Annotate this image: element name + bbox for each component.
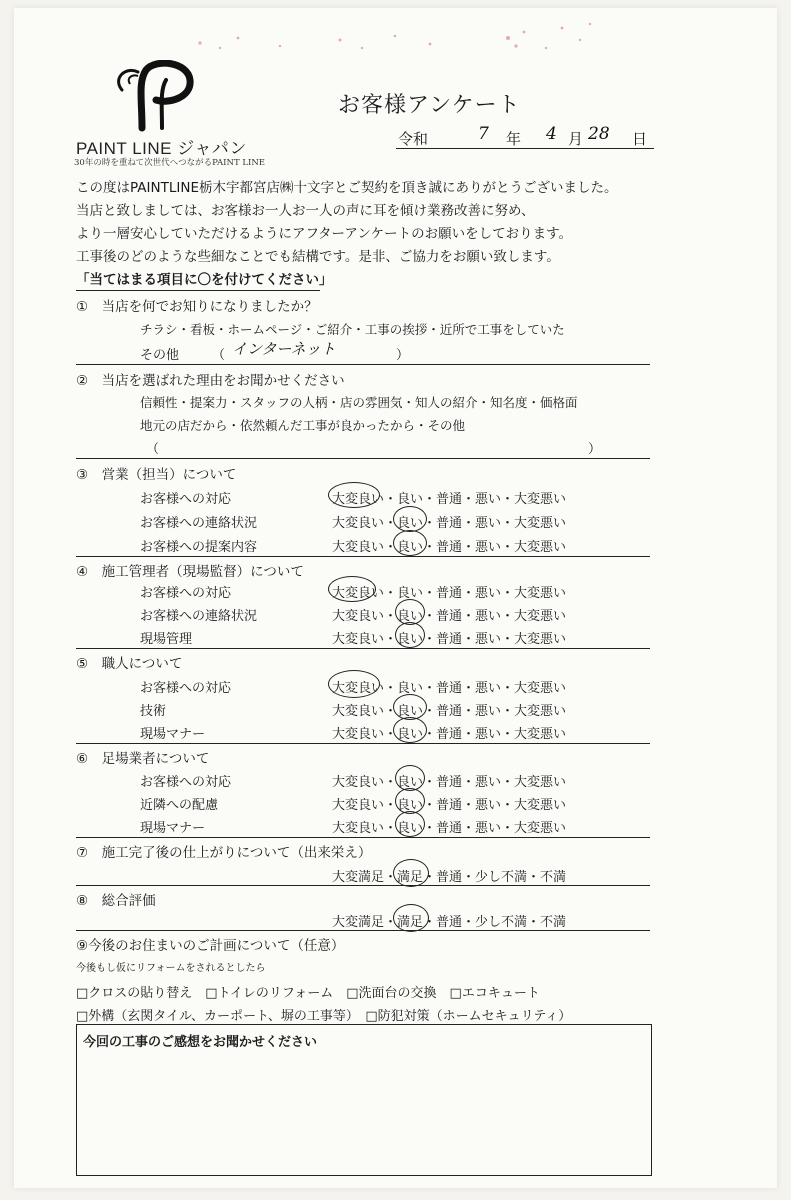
q9-note: 今後もし仮にリフォームをされるとしたら: [76, 963, 266, 974]
q2-options-line-2: 地元の店だから・依然頼んだ工事が良かったから・その他: [140, 418, 466, 433]
q3-item-rating[interactable]: 大変良い・良い・普通・悪い・大変悪い: [332, 540, 567, 555]
q4-question: ④ 施工管理者（現場監督）について: [76, 564, 304, 580]
q6-item-label: 近隣への配慮: [140, 798, 219, 813]
date-day-value: 28: [588, 124, 610, 144]
divider: [76, 364, 650, 365]
divider: [76, 743, 650, 744]
q5-item-rating[interactable]: 大変良い・良い・普通・悪い・大変悪い: [332, 681, 567, 696]
q9-question: ⑨今後のお住まいのご計画について（任意）: [76, 938, 345, 954]
date-month-value: 4: [546, 124, 557, 144]
q9-checkbox-row-1[interactable]: □クロスの貼り替え □トイレのリフォーム □洗面台の交換 □エコキュート: [76, 986, 540, 1001]
q1-other-answer[interactable]: インターネット: [232, 340, 336, 358]
q6-item-rating[interactable]: 大変良い・良い・普通・悪い・大変悪い: [332, 775, 567, 790]
q1-other-label: その他: [140, 348, 180, 363]
page-title: お客様アンケート: [338, 93, 521, 118]
q3-question: ③ 営業（担当）について: [76, 467, 237, 483]
q5-item-label: 現場マナー: [140, 727, 206, 742]
q2-blank-open: （: [146, 442, 160, 457]
q3-item-label: お客様への連絡状況: [140, 516, 258, 531]
selection-circle: [393, 904, 429, 932]
selection-circle: [395, 622, 425, 648]
divider: [76, 648, 650, 649]
q1-other-open: （: [212, 348, 226, 363]
date-line: [396, 120, 654, 149]
q7-question: ⑦ 施工完了後の仕上がりについて（出来栄え）: [76, 845, 372, 861]
selection-circle: [393, 506, 427, 532]
selection-circle: [328, 670, 380, 698]
q7-rating[interactable]: 大変満足・満足・普通・少し不満・不満: [332, 870, 567, 885]
q2-blank-close: ）: [588, 442, 602, 457]
date-month-unit: 月: [568, 130, 584, 148]
selection-circle: [328, 482, 380, 508]
q5-item-label: 技術: [140, 704, 167, 719]
intro-line-2: 当店と致しましては、お客様お一人お一人の声に耳を傾け業務改善に努め、: [76, 203, 535, 219]
q6-item-rating[interactable]: 大変良い・良い・普通・悪い・大変悪い: [332, 798, 567, 813]
q6-question: ⑥ 足場業者について: [76, 751, 210, 767]
logo-tagline: 30年の時を重ねて次世代へつながるPAINT LINE: [74, 158, 265, 168]
instruction-heading: 「当てはまる項目に〇を付けてください」: [76, 268, 320, 291]
logo-brand-text: PAINT LINE ジャパン: [76, 139, 247, 158]
q9-checkbox-row-2[interactable]: □外構（玄関タイル、カーポート、塀の工事等） □防犯対策（ホームセキュリティ）: [76, 1009, 572, 1024]
date-era: 令和: [398, 130, 429, 148]
divider: [76, 837, 650, 838]
q4-item-rating[interactable]: 大変良い・良い・普通・悪い・大変悪い: [332, 609, 567, 624]
q6-item-rating[interactable]: 大変良い・良い・普通・悪い・大変悪い: [332, 821, 567, 836]
date-day-unit: 日: [632, 130, 648, 148]
q5-item-rating[interactable]: 大変良い・良い・普通・悪い・大変悪い: [332, 704, 567, 719]
q4-item-rating[interactable]: 大変良い・良い・普通・悪い・大変悪い: [332, 586, 567, 601]
q3-item-rating[interactable]: 大変良い・良い・普通・悪い・大変悪い: [332, 516, 567, 531]
q5-item-rating[interactable]: 大変良い・良い・普通・悪い・大変悪い: [332, 727, 567, 742]
q3-item-label: お客様への対応: [140, 492, 232, 507]
q2-options-line-1: 信頼性・提案力・スタッフの人柄・店の雰囲気・知人の紹介・知名度・価格面: [140, 395, 578, 410]
selection-circle: [328, 576, 376, 602]
selection-circle: [393, 717, 427, 743]
intro-line-1: この度はPAINTLINE栃木宇都宮店㈱十文字とご契約を頂き誠にありがとうございました。: [76, 180, 618, 196]
q6-item-label: お客様への対応: [140, 775, 232, 790]
divider: [76, 930, 650, 931]
q3-item-rating[interactable]: 大変良い・良い・普通・悪い・大変悪い: [332, 492, 567, 507]
comments-box[interactable]: [76, 1024, 652, 1176]
divider: [76, 885, 650, 886]
date-year-value: 7: [478, 124, 489, 144]
q6-item-label: 現場マナー: [140, 821, 206, 836]
q5-item-label: お客様への対応: [140, 681, 232, 696]
company-logo: [56, 60, 266, 175]
date-year-unit: 年: [506, 130, 522, 148]
ink-spots-decoration: [190, 18, 610, 62]
q2-question: ② 当店を選ばれた理由をお聞かせください: [76, 373, 345, 389]
q4-item-label: お客様への対応: [140, 586, 232, 601]
q1-question: ① 当店を何でお知りになりましたか？: [76, 299, 318, 315]
q8-rating[interactable]: 大変満足・満足・普通・少し不満・不満: [332, 915, 567, 930]
selection-circle: [395, 811, 425, 837]
q8-question: ⑧ 総合評価: [76, 893, 156, 909]
selection-circle: [393, 530, 427, 556]
q1-other-close: ）: [396, 348, 410, 363]
divider: [76, 556, 650, 557]
comments-heading: 今回の工事のご感想をお聞かせください: [83, 1035, 318, 1050]
intro-line-3: より一層安心していただけるようにアフターアンケートのお願いをしております。: [76, 226, 572, 242]
divider: [76, 458, 650, 459]
q4-item-label: お客様への連絡状況: [140, 609, 258, 624]
selection-circle: [393, 859, 429, 887]
q3-item-label: お客様への提案内容: [140, 540, 258, 555]
intro-line-4: 工事後のどのような些細なことでも結構です。是非、ご協力をお願い致します。: [76, 249, 560, 265]
q5-question: ⑤ 職人について: [76, 656, 183, 672]
q4-item-rating[interactable]: 大変良い・良い・普通・悪い・大変悪い: [332, 632, 567, 647]
paintline-emblem-icon: [102, 60, 222, 132]
q4-item-label: 現場管理: [140, 632, 193, 647]
q1-options: チラシ・看板・ホームページ・ご紹介・工事の挨拶・近所で工事をしていた: [140, 322, 565, 337]
